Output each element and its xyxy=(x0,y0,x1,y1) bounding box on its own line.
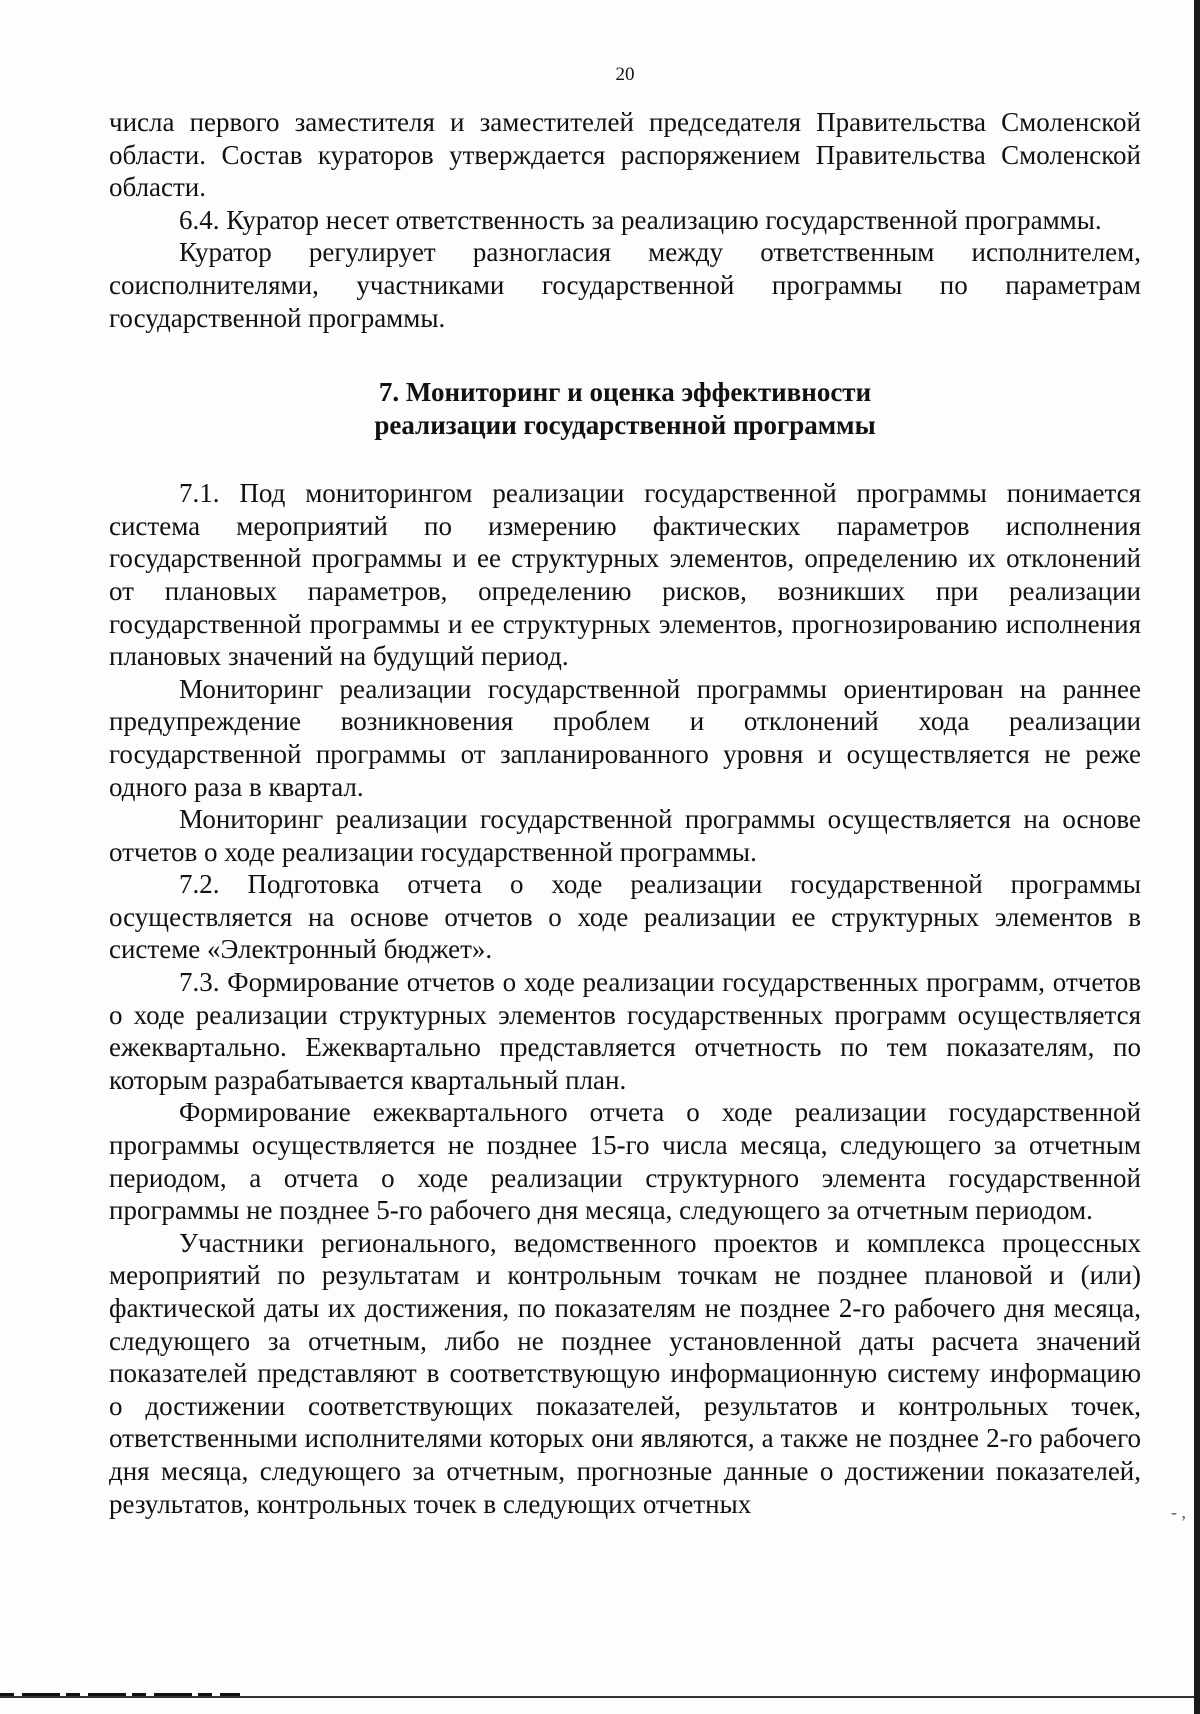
paragraph: 7.2. Подготовка отчета о ходе реализации государственной программы осуществляется на основе отчетов о ходе реализации ее структурных элементов в системе «Электронный бюджет». xyxy=(109,869,1141,965)
scan-bottom-edge xyxy=(0,1696,1194,1698)
paragraph: 7.1. Под мониторингом реализации государственной программы понимается система мероприятий по измерению фактических параметров исполнения государственной программы и ее структурных элементов, определению их отклонений от плановых параметров, определению рисков, возникших при реализации государственной программы и ее структурных элементов, прогнозированию исполнения плановых значений на будущий период. xyxy=(109,478,1141,672)
paragraph: Формирование ежеквартального отчета о ходе реализации государственной программы осуществляется не позднее 15-го числа месяца, следующего за отчетным периодом, а отчета о ходе реализации структурного элемента государственной программы не позднее 5-го рабочего дня месяца, следующего за отчетным периодом. xyxy=(109,1097,1141,1226)
page-number: 20 xyxy=(615,64,635,85)
paragraph: Участники регионального, ведомственного проектов и комплекса процессных мероприятий по результатам и контрольным точкам не позднее плановой и (или) фактической даты их достижения, по показателям не позднее 2-го рабочего дня месяца, следующего за отчетным, либо не позднее установленной даты расчета значений показателей представляют в соответствующую информационную систему информацию о достижении соответствующих показателей, результатов и контрольных точек, ответственными исполнителями которых они являются, а также не позднее 2-го рабочего дня месяца, следующего за отчетным, прогнозные данные о достижении показателей, результатов, контрольных точек в следующих отчетных xyxy=(109,1227,1141,1519)
section-heading-line: реализации государственной программы xyxy=(374,410,876,441)
document-body xyxy=(109,106,1141,1520)
scan-margin-mark: - , xyxy=(1171,1502,1186,1522)
section-heading-line: 7. Мониторинг и оценка эффективности xyxy=(378,377,872,408)
paragraph: Мониторинг реализации государственной программы осуществляется на основе отчетов о ходе реализации государственной программы. xyxy=(109,804,1141,867)
scan-right-edge xyxy=(1194,0,1200,1714)
paragraph: 7.3. Формирование отчетов о ходе реализации государственных программ, отчетов о ходе реализации структурных элементов государственных программ осуществляется ежеквартально. Ежеквартально представляется отчетность по тем показателям, по которым разрабатывается квартальный план. xyxy=(109,967,1141,1095)
paragraph: числа первого заместителя и заместителей председателя Правительства Смоленской области. Состав кураторов утверждается распоряжением Правительства Смоленской области. xyxy=(109,107,1141,203)
section-heading xyxy=(109,376,1141,442)
paragraph: Мониторинг реализации государственной программы ориентирован на раннее предупреждение возникновения проблем и отклонений хода реализации государственной программы от запланированного уровня и осуществляется не реже одного раза в квартал. xyxy=(109,673,1141,802)
paragraph: 6.4. Куратор несет ответственность за реализацию государственной программы. xyxy=(179,204,1102,235)
paragraph: Куратор регулирует разногласия между ответственным исполнителем, соисполнителями, участниками государственной программы по параметрам государственной программы. xyxy=(109,237,1141,333)
